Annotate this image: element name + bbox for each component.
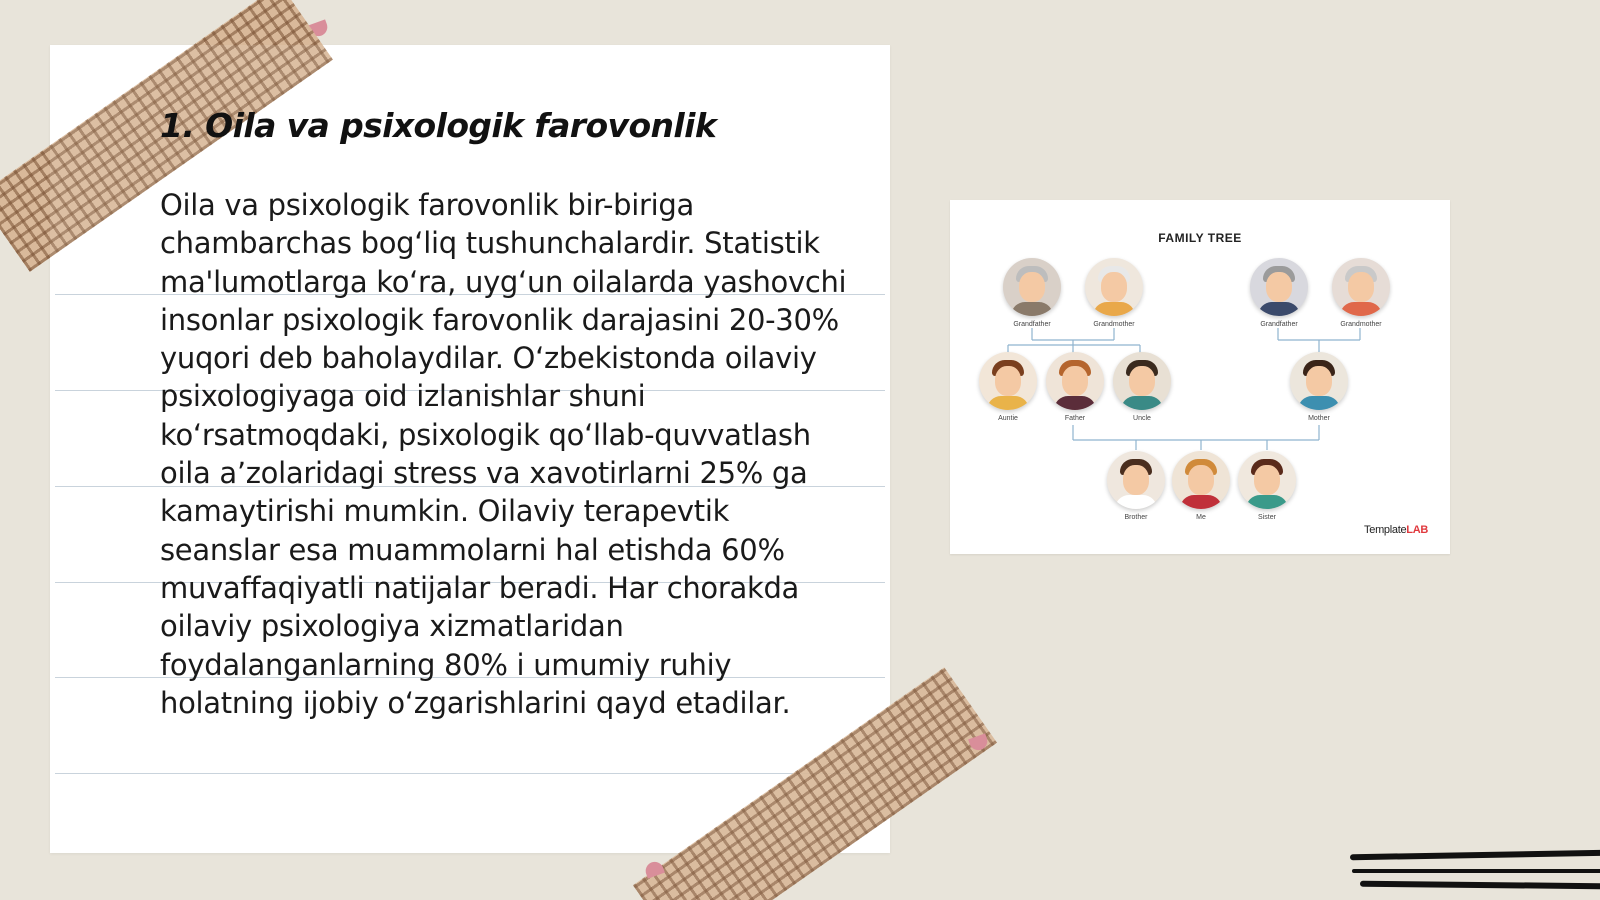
family-member-brother: [1101, 451, 1171, 521]
family-tree-title: FAMILY TREE: [1158, 231, 1242, 245]
slide-body-text: Oila va psixologik farovonlik bir-biriga chambarchas bog‘liq tushunchalardir. Statistik ma'lumotlarga ko‘ra, uyg‘un oilalarda yashovchi insonlar psixologik farovonlik darajasini 20-30% yuqori deb baholaydilar. O‘zbekistonda oilaviy psixologiyaga oid izlanishlar shuni ko‘rsatmoqdaki, psixologik qo‘llab-quvvatlash oila a’zolaridagi stress va xavotirlarni 25% ga kamaytirishi mumkin. Oilaviy terapevtik seanslar esa muammolarni hal etishda 60% muvaffaqiyatli natijalar beradi. Har chorakda oilaviy psixologiya xizmatlaridan foydalanganlarning 80% i umumiy ruhiy holatning ijobiy o‘zgarishlarini qayd etadilar.: [160, 188, 847, 720]
family-member-grandfather: [1244, 258, 1314, 328]
grandmother-avatar-icon: [1332, 258, 1390, 316]
uncle-avatar-icon: [1113, 352, 1171, 410]
family-member-grandmother: [1326, 258, 1396, 328]
slide-title: 1. Oila va psixologik farovonlik: [160, 106, 717, 145]
me-avatar-icon: [1172, 451, 1230, 509]
family-member-uncle: [1107, 352, 1177, 422]
paper-rule-line: [55, 773, 885, 774]
brush-stroke: [1350, 850, 1600, 861]
member-label: Brother: [1124, 514, 1148, 521]
templatelab-logo: [1364, 524, 1428, 536]
family-member-grandmother: [1079, 258, 1149, 328]
member-label: Grandfather: [1260, 321, 1298, 328]
brush-stroke: [1360, 881, 1600, 890]
member-label: Grandfather: [1013, 321, 1051, 328]
auntie-avatar-icon: [979, 352, 1037, 410]
brother-avatar-icon: [1107, 451, 1165, 509]
mother-avatar-icon: [1290, 352, 1348, 410]
family-member-me: [1166, 451, 1236, 521]
grandmother-avatar-icon: [1085, 258, 1143, 316]
family-member-mother: [1284, 352, 1354, 422]
member-label: Uncle: [1133, 415, 1151, 422]
family-member-father: [1040, 352, 1110, 422]
brand-text: Template: [1364, 524, 1407, 536]
grandfather-avatar-icon: [1003, 258, 1061, 316]
brand-accent: LAB: [1406, 524, 1428, 536]
grandfather-avatar-icon: [1250, 258, 1308, 316]
brush-stroke: [1352, 869, 1600, 873]
family-member-grandfather: [997, 258, 1067, 328]
member-label: Grandmother: [1093, 321, 1135, 328]
member-label: Auntie: [998, 415, 1018, 422]
sister-avatar-icon: [1238, 451, 1296, 509]
father-avatar-icon: [1046, 352, 1104, 410]
member-label: Me: [1196, 514, 1206, 521]
family-member-auntie: [973, 352, 1043, 422]
member-label: Mother: [1308, 415, 1330, 422]
member-label: Father: [1064, 415, 1086, 422]
member-label: Grandmother: [1340, 321, 1382, 328]
family-member-sister: [1232, 451, 1302, 521]
member-label: Sister: [1258, 514, 1276, 521]
family-tree-image: [950, 200, 1450, 554]
